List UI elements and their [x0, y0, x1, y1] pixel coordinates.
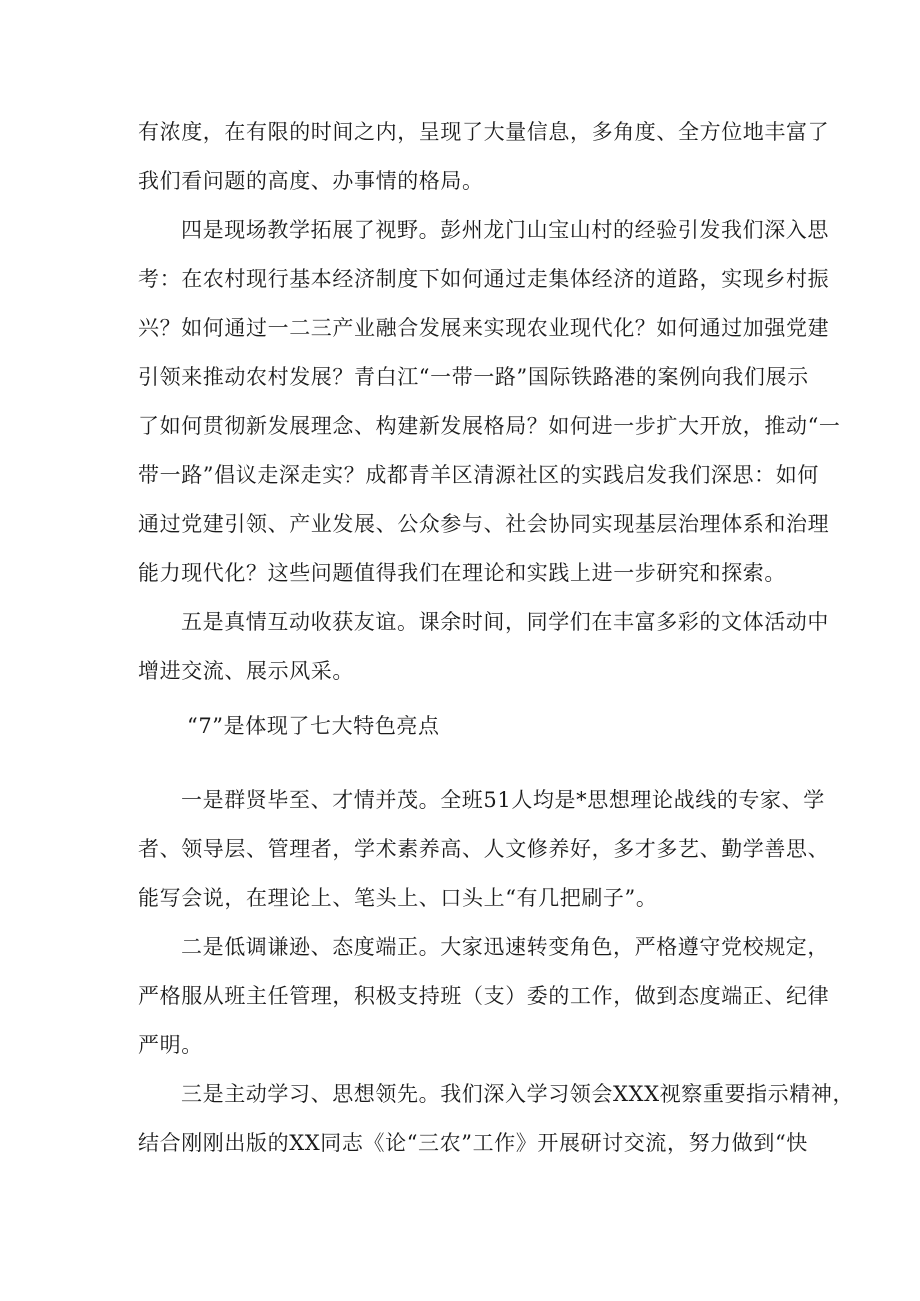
text-line: 有浓度，在有限的时间之内，呈现了大量信息，多角度、全方位地丰富了 — [138, 120, 830, 144]
text-line: 我们看问题的高度、办事情的格局。 — [138, 169, 484, 193]
text-line: 严明。 — [138, 1033, 203, 1057]
paragraph-start-line: 一是群贤毕至、才情并茂。全班51人均是*思想理论战线的专家、学 — [181, 788, 825, 812]
text-line: 严格服从班主任管理，积极支持班（支）委的工作，做到态度端正、纪律 — [138, 984, 830, 1008]
text-line: 能力现代化？这些问题值得我们在理论和实践上进一步研究和探索。 — [138, 561, 786, 585]
text-line: 兴？如何通过一二三产业融合发展来实现农业现代化？如何通过加强党建 — [138, 316, 830, 340]
text-line: 引领来推动农村发展？青白江“一带一路”国际铁路港的案例向我们展示 — [138, 365, 809, 389]
text-line: 考：在农村现行基本经济制度下如何通过走集体经济的道路，实现乡村振 — [138, 267, 830, 291]
text-line: 结合刚刚出版的XX同志《论“三农”工作》开展研讨交流，努力做到“快 — [138, 1131, 808, 1155]
text-line: 带一路”倡议走深走实？成都青羊区清源社区的实践启发我们深思：如何 — [138, 463, 819, 487]
text-line: 者、领导层、管理者，学术素养高、人文修养好，多才多艺、勤学善思、 — [138, 837, 830, 861]
section-heading: “7”是体现了七大特色亮点 — [187, 714, 440, 738]
paragraph-start-line: 五是真情互动收获友谊。课余时间，同学们在丰富多彩的文体活动中 — [181, 610, 829, 634]
text-line: 增进交流、展示风采。 — [138, 659, 354, 683]
paragraph-start-line: 三是主动学习、思想领先。我们深入学习领会XXX视察重要指示精神， — [181, 1082, 855, 1106]
paragraph-start-line: 二是低调谦逊、态度端正。大家迅速转变角色，严格遵守党校规定， — [181, 935, 829, 959]
text-line: 了如何贯彻新发展理念、构建新发展格局？如何进一步扩大开放，推动“一 — [138, 414, 841, 438]
paragraph-start-line: 四是现场教学拓展了视野。彭州龙门山宝山村的经验引发我们深入思 — [181, 218, 829, 242]
text-line: 通过党建引领、产业发展、公众参与、社会协同实现基层治理体系和治理 — [138, 512, 830, 536]
text-line: 能写会说，在理论上、笔头上、口头上“有几把刷子”。 — [138, 886, 658, 910]
